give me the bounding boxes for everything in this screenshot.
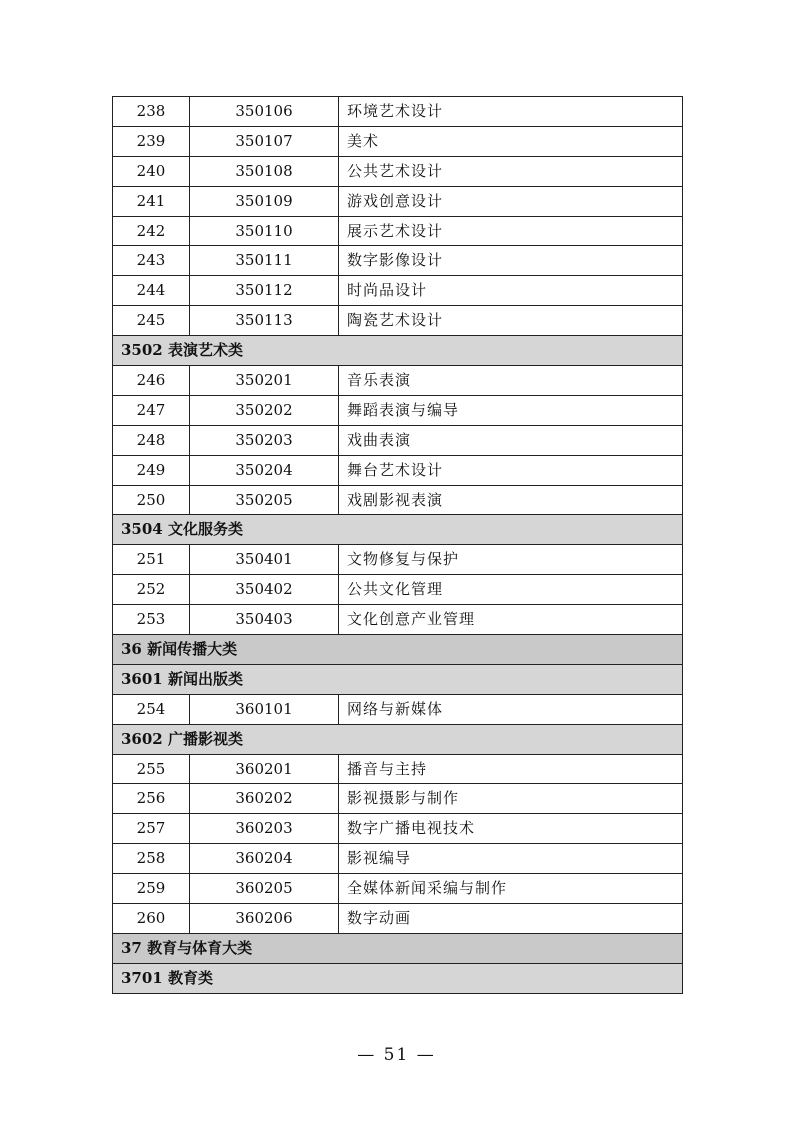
major-code-cell: 350113	[190, 306, 339, 336]
row-number-cell: 249	[113, 455, 190, 485]
major-code-cell: 350106	[190, 97, 339, 127]
row-number-cell: 254	[113, 694, 190, 724]
major-name-cell: 游戏创意设计	[339, 186, 683, 216]
major-code-cell: 350107	[190, 126, 339, 156]
major-name-cell: 陶瓷艺术设计	[339, 306, 683, 336]
table-row	[113, 874, 683, 904]
major-code-cell: 360201	[190, 754, 339, 784]
row-number-cell: 255	[113, 754, 190, 784]
table-row	[113, 485, 683, 515]
row-number-cell: 241	[113, 186, 190, 216]
major-name-cell: 公共艺术设计	[339, 156, 683, 186]
table-row	[113, 784, 683, 814]
major-name-cell: 影视摄影与制作	[339, 784, 683, 814]
major-name-cell: 环境艺术设计	[339, 97, 683, 127]
table-body	[113, 97, 683, 994]
subcategory-row	[113, 724, 683, 754]
page-number: — 51 —	[357, 1045, 436, 1065]
table-row	[113, 246, 683, 276]
table-row	[113, 306, 683, 336]
major-name-cell: 展示艺术设计	[339, 216, 683, 246]
major-code-cell: 350204	[190, 455, 339, 485]
subcategory-row	[113, 664, 683, 694]
major-category-label: 36 新闻传播大类	[113, 635, 683, 665]
subcategory-label: 3602 广播影视类	[113, 724, 683, 754]
table-row	[113, 276, 683, 306]
major-code-cell: 350401	[190, 545, 339, 575]
table-row	[113, 126, 683, 156]
subcategory-label: 3502 表演艺术类	[113, 336, 683, 366]
major-code-cell: 360203	[190, 814, 339, 844]
major-code-cell: 350111	[190, 246, 339, 276]
row-number-cell: 260	[113, 904, 190, 934]
major-code-cell: 350205	[190, 485, 339, 515]
major-name-cell: 文化创意产业管理	[339, 605, 683, 635]
major-code-cell: 350402	[190, 575, 339, 605]
row-number-cell: 244	[113, 276, 190, 306]
major-code-cell: 360204	[190, 844, 339, 874]
major-code-cell: 350108	[190, 156, 339, 186]
major-code-cell: 350203	[190, 425, 339, 455]
major-code-cell: 360205	[190, 874, 339, 904]
row-number-cell: 250	[113, 485, 190, 515]
major-category-row	[113, 933, 683, 963]
major-name-cell: 播音与主持	[339, 754, 683, 784]
row-number-cell: 242	[113, 216, 190, 246]
major-code-cell: 360101	[190, 694, 339, 724]
major-name-cell: 影视编导	[339, 844, 683, 874]
major-name-cell: 文物修复与保护	[339, 545, 683, 575]
row-number-cell: 251	[113, 545, 190, 575]
major-name-cell: 舞台艺术设计	[339, 455, 683, 485]
major-name-cell: 美术	[339, 126, 683, 156]
major-name-cell: 戏曲表演	[339, 425, 683, 455]
table-row	[113, 754, 683, 784]
row-number-cell: 257	[113, 814, 190, 844]
table-row	[113, 545, 683, 575]
table-row	[113, 694, 683, 724]
row-number-cell: 248	[113, 425, 190, 455]
major-code-cell: 350110	[190, 216, 339, 246]
major-code-cell: 360202	[190, 784, 339, 814]
major-code-cell: 350112	[190, 276, 339, 306]
table-row	[113, 97, 683, 127]
row-number-cell: 256	[113, 784, 190, 814]
row-number-cell: 252	[113, 575, 190, 605]
table-row	[113, 366, 683, 396]
table-row	[113, 844, 683, 874]
major-code-cell: 350202	[190, 395, 339, 425]
major-name-cell: 舞蹈表演与编导	[339, 395, 683, 425]
subcategory-row	[113, 336, 683, 366]
table-row	[113, 575, 683, 605]
table-row	[113, 425, 683, 455]
major-name-cell: 公共文化管理	[339, 575, 683, 605]
major-category-row	[113, 635, 683, 665]
row-number-cell: 245	[113, 306, 190, 336]
row-number-cell: 240	[113, 156, 190, 186]
major-category-label: 37 教育与体育大类	[113, 933, 683, 963]
major-code-cell: 350109	[190, 186, 339, 216]
major-code-cell: 350403	[190, 605, 339, 635]
table-row	[113, 395, 683, 425]
row-number-cell: 246	[113, 366, 190, 396]
major-code-cell: 350201	[190, 366, 339, 396]
major-name-cell: 数字动画	[339, 904, 683, 934]
subcategory-label: 3601 新闻出版类	[113, 664, 683, 694]
subcategory-label: 3701 教育类	[113, 963, 683, 993]
major-name-cell: 戏剧影视表演	[339, 485, 683, 515]
row-number-cell: 243	[113, 246, 190, 276]
major-catalog-table	[112, 96, 683, 994]
table-row	[113, 814, 683, 844]
major-name-cell: 时尚品设计	[339, 276, 683, 306]
table-row	[113, 455, 683, 485]
major-name-cell: 数字广播电视技术	[339, 814, 683, 844]
major-name-cell: 网络与新媒体	[339, 694, 683, 724]
table-row	[113, 904, 683, 934]
subcategory-row	[113, 963, 683, 993]
row-number-cell: 259	[113, 874, 190, 904]
table-row	[113, 186, 683, 216]
major-name-cell: 音乐表演	[339, 366, 683, 396]
row-number-cell: 258	[113, 844, 190, 874]
table-row	[113, 605, 683, 635]
table-row	[113, 156, 683, 186]
major-name-cell: 数字影像设计	[339, 246, 683, 276]
row-number-cell: 253	[113, 605, 190, 635]
row-number-cell: 238	[113, 97, 190, 127]
major-code-cell: 360206	[190, 904, 339, 934]
major-name-cell: 全媒体新闻采编与制作	[339, 874, 683, 904]
row-number-cell: 247	[113, 395, 190, 425]
row-number-cell: 239	[113, 126, 190, 156]
subcategory-row	[113, 515, 683, 545]
table-row	[113, 216, 683, 246]
subcategory-label: 3504 文化服务类	[113, 515, 683, 545]
